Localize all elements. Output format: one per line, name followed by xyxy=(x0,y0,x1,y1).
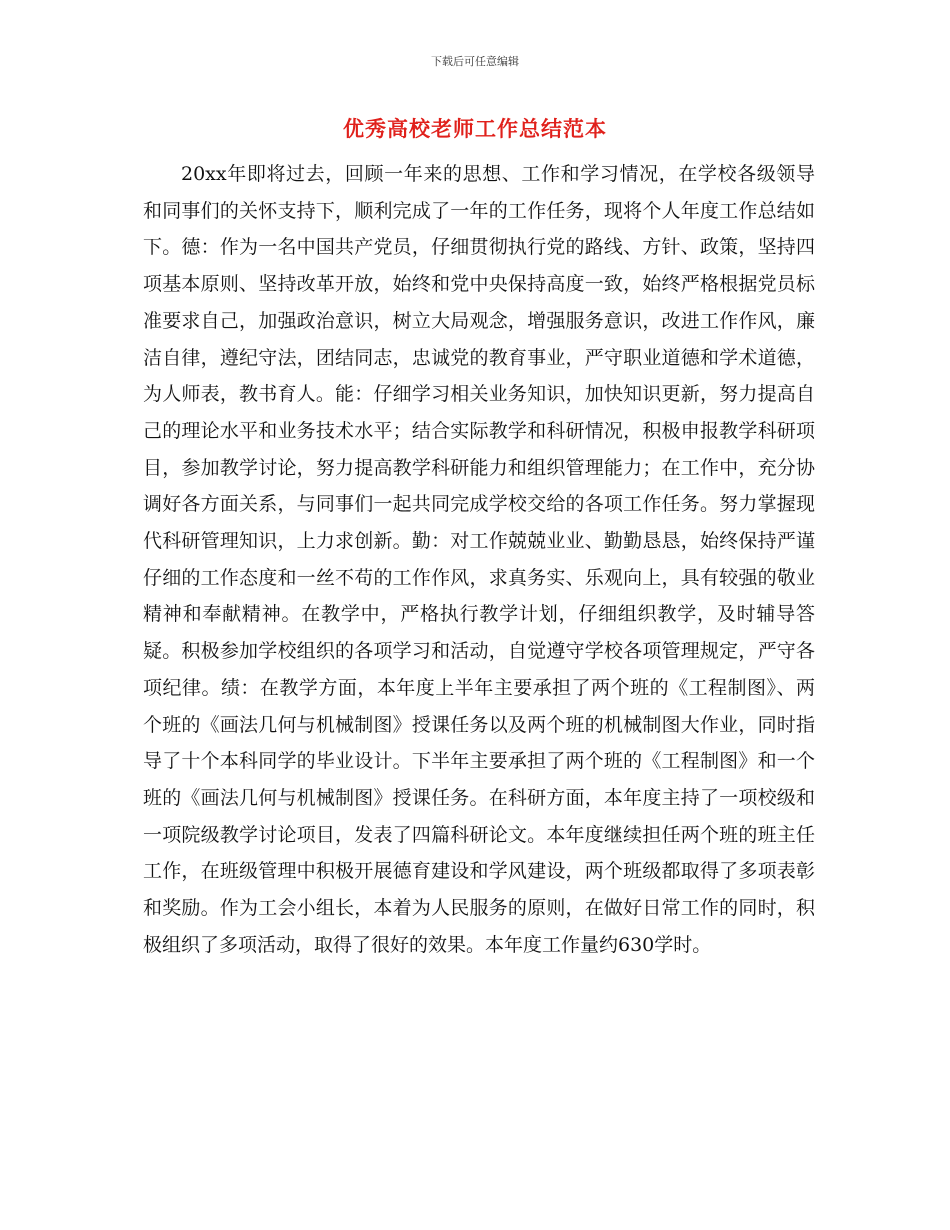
document-body: 20xx年即将过去，回顾一年来的思想、工作和学习情况，在学校各级领导和同事们的关怀支持下，顺利完成了一年的工作任务，现将个人年度工作总结如下。德：作为一名中国共产党员，仔细贯彻执行党的路线、方针、政策，坚持四项基本原则、坚持改革开放，始终和党中央保持高度一致，始终严格根据党员标准要求自己，加强政治意识，树立大局观念，增强服务意识，改进工作作风，廉洁自律，遵纪守法，团结同志，忠诚党的教育事业，严守职业道德和学术道德，为人师表，教书育人。能：仔细学习相关业务知识，加快知识更新，努力提高自己的理论水平和业务技术水平；结合实际教学和科研情况，积极申报教学科研项目，参加教学讨论，努力提高教学科研能力和组织管理能力；在工作中，充分协调好各方面关系，与同事们一起共同完成学校交给的各项工作任务。努力掌握现代科研管理知识，上力求创新。勤：对工作兢兢业业、勤勤恳恳，始终保持严谨仔细的工作态度和一丝不苟的工作作风，求真务实、乐观向上，具有较强的敬业精神和奉献精神。在教学中，严格执行教学计划，仔细组织教学，及时辅导答疑。积极参加学校组织的各项学习和活动，自觉遵守学校各项管理规定，严守各项纪律。绩：在教学方面，本年度上半年主要承担了两个班的《工程制图》、两个班的《画法几何与机械制图》授课任务以及两个班的机械制图大作业，同时指导了十个本科同学的毕业设计。下半年主要承担了两个班的《工程制图》和一个班的《画法几何与机械制图》授课任务。在科研方面，本年度主持了一项校级和一项院级教学讨论项目，发表了四篇科研论文。本年度继续担任两个班的班主任工作，在班级管理中积极开展德育建设和学风建设，两个班级都取得了多项表彰和奖励。作为工会小组长，本着为人民服务的原则，在做好日常工作的同时，积极组织了多项活动，取得了很好的效果。本年度工作量约630学时。 xyxy=(143,163,815,956)
header-note: 下载后可任意编辑 xyxy=(431,55,519,68)
document-title: 优秀高校老师工作总结范本 xyxy=(343,116,607,141)
